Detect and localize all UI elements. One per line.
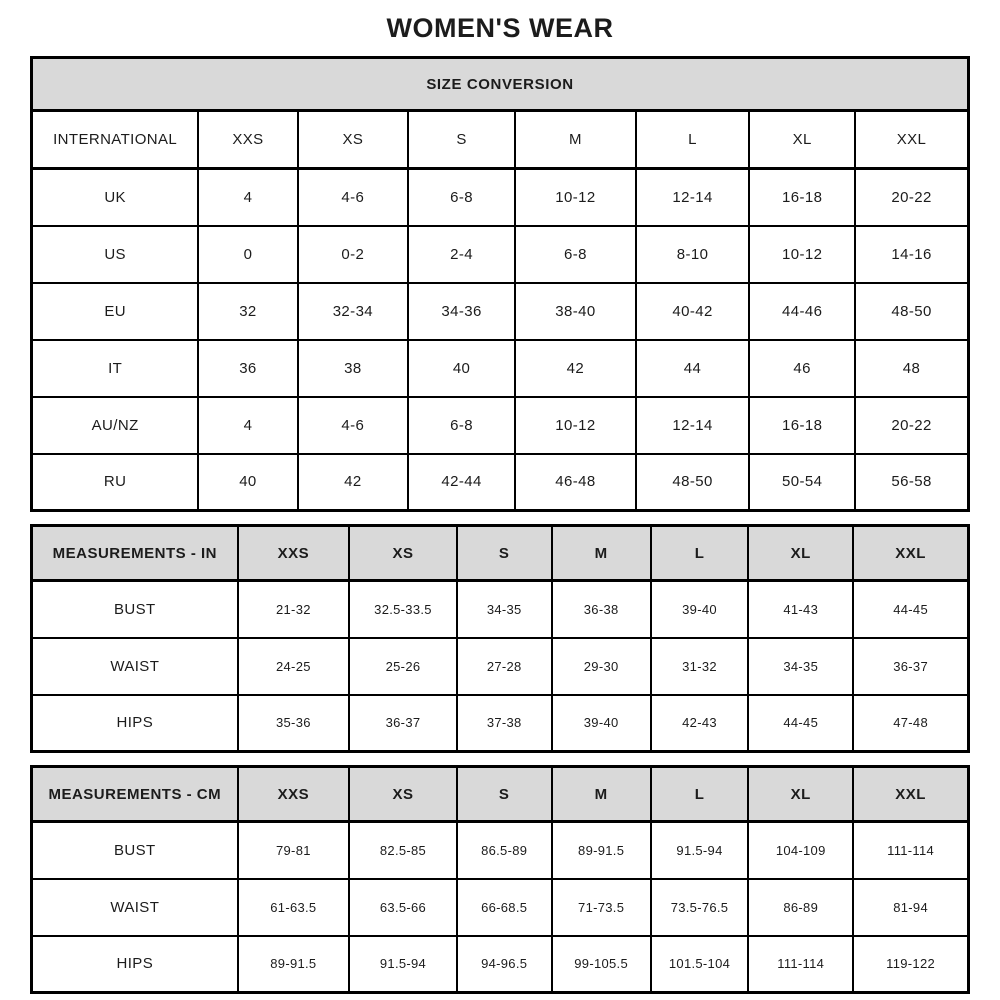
column-header: M bbox=[515, 111, 636, 169]
table-cell: 38 bbox=[298, 340, 409, 397]
table-cell: 111-114 bbox=[748, 936, 853, 993]
row-label: AU/NZ bbox=[32, 397, 199, 454]
table-cell: 119-122 bbox=[853, 936, 968, 993]
column-header: XXL bbox=[855, 111, 968, 169]
table-row bbox=[32, 581, 969, 638]
row-label: US bbox=[32, 226, 199, 283]
table-cell: 40-42 bbox=[636, 283, 749, 340]
measurements-in-table bbox=[30, 524, 970, 753]
table-cell: 79-81 bbox=[238, 822, 350, 879]
table-cell: 31-32 bbox=[651, 638, 748, 695]
table-cell: 81-94 bbox=[853, 879, 968, 936]
corner-header: INTERNATIONAL bbox=[32, 111, 199, 169]
table-cell: 10-12 bbox=[749, 226, 855, 283]
table-cell: 40 bbox=[198, 454, 297, 511]
table-cell: 50-54 bbox=[749, 454, 855, 511]
table-cell: 91.5-94 bbox=[349, 936, 457, 993]
column-header: XL bbox=[748, 526, 853, 581]
table-cell: 94-96.5 bbox=[457, 936, 552, 993]
table-row bbox=[32, 879, 969, 936]
table-row bbox=[32, 283, 969, 340]
table-cell: 16-18 bbox=[749, 169, 855, 226]
table-cell: 89-91.5 bbox=[552, 822, 651, 879]
page-title: WOMEN'S WEAR bbox=[386, 13, 614, 43]
table-cell: 99-105.5 bbox=[552, 936, 651, 993]
table-row bbox=[32, 226, 969, 283]
table-cell: 32 bbox=[198, 283, 297, 340]
row-label: WAIST bbox=[32, 879, 238, 936]
table-cell: 8-10 bbox=[636, 226, 749, 283]
table-cell: 20-22 bbox=[855, 169, 968, 226]
column-header: XXL bbox=[853, 767, 968, 822]
column-header: XXS bbox=[238, 767, 350, 822]
table-cell: 2-4 bbox=[408, 226, 515, 283]
table-cell: 42-44 bbox=[408, 454, 515, 511]
table-cell: 4 bbox=[198, 397, 297, 454]
table-cell: 111-114 bbox=[853, 822, 968, 879]
table-cell: 35-36 bbox=[238, 695, 350, 752]
table-cell: 36-37 bbox=[349, 695, 457, 752]
table-cell: 42 bbox=[515, 340, 636, 397]
table-cell: 86.5-89 bbox=[457, 822, 552, 879]
table-cell: 6-8 bbox=[408, 397, 515, 454]
table-cell: 42 bbox=[298, 454, 409, 511]
row-label: EU bbox=[32, 283, 199, 340]
row-label: WAIST bbox=[32, 638, 238, 695]
column-header: XL bbox=[748, 767, 853, 822]
table-cell: 46-48 bbox=[515, 454, 636, 511]
table-row bbox=[32, 822, 969, 879]
table-cell: 32-34 bbox=[298, 283, 409, 340]
row-label: HIPS bbox=[32, 936, 238, 993]
row-label: BUST bbox=[32, 581, 238, 638]
table-cell: 56-58 bbox=[855, 454, 968, 511]
column-header: S bbox=[408, 111, 515, 169]
column-header: XXL bbox=[853, 526, 968, 581]
table-cell: 104-109 bbox=[748, 822, 853, 879]
table-cell: 61-63.5 bbox=[238, 879, 350, 936]
column-header: XXS bbox=[198, 111, 297, 169]
table-cell: 0 bbox=[198, 226, 297, 283]
column-header: S bbox=[457, 767, 552, 822]
table-cell: 44-45 bbox=[853, 581, 968, 638]
column-header: M bbox=[552, 767, 651, 822]
column-header: XL bbox=[749, 111, 855, 169]
table-cell: 21-32 bbox=[238, 581, 350, 638]
row-label: HIPS bbox=[32, 695, 238, 752]
table-cell: 46 bbox=[749, 340, 855, 397]
table-cell: 37-38 bbox=[457, 695, 552, 752]
measurements-cm-table bbox=[30, 765, 970, 994]
table-cell: 38-40 bbox=[515, 283, 636, 340]
table-cell: 36-37 bbox=[853, 638, 968, 695]
table-cell: 44 bbox=[636, 340, 749, 397]
table-header-row bbox=[32, 767, 969, 822]
corner-header: MEASUREMENTS - IN bbox=[32, 526, 238, 581]
column-header: L bbox=[636, 111, 749, 169]
table-cell: 6-8 bbox=[515, 226, 636, 283]
table-cell: 63.5-66 bbox=[349, 879, 457, 936]
table-row bbox=[32, 340, 969, 397]
table-title-row bbox=[32, 58, 969, 111]
column-header: XXS bbox=[238, 526, 350, 581]
table-cell: 4-6 bbox=[298, 397, 409, 454]
table-cell: 47-48 bbox=[853, 695, 968, 752]
table-cell: 27-28 bbox=[457, 638, 552, 695]
table-cell: 25-26 bbox=[349, 638, 457, 695]
table-cell: 82.5-85 bbox=[349, 822, 457, 879]
table-cell: 6-8 bbox=[408, 169, 515, 226]
table-cell: 14-16 bbox=[855, 226, 968, 283]
table-cell: 24-25 bbox=[238, 638, 350, 695]
table-cell: 10-12 bbox=[515, 397, 636, 454]
table-cell: 34-35 bbox=[457, 581, 552, 638]
size-conversion-table bbox=[30, 56, 970, 512]
table-cell: 34-36 bbox=[408, 283, 515, 340]
table-cell: 44-45 bbox=[748, 695, 853, 752]
table-cell: 4-6 bbox=[298, 169, 409, 226]
table-cell: 36 bbox=[198, 340, 297, 397]
column-header: S bbox=[457, 526, 552, 581]
row-label: RU bbox=[32, 454, 199, 511]
table-cell: 40 bbox=[408, 340, 515, 397]
column-header: M bbox=[552, 526, 651, 581]
table-cell: 73.5-76.5 bbox=[651, 879, 748, 936]
table-row bbox=[32, 695, 969, 752]
table-cell: 89-91.5 bbox=[238, 936, 350, 993]
column-header: XS bbox=[298, 111, 409, 169]
column-header: XS bbox=[349, 767, 457, 822]
table-cell: 39-40 bbox=[651, 581, 748, 638]
row-label: BUST bbox=[32, 822, 238, 879]
row-label: IT bbox=[32, 340, 199, 397]
table-row bbox=[32, 169, 969, 226]
table-cell: 4 bbox=[198, 169, 297, 226]
corner-header: MEASUREMENTS - CM bbox=[32, 767, 238, 822]
table-cell: 48-50 bbox=[636, 454, 749, 511]
table-cell: 42-43 bbox=[651, 695, 748, 752]
table-header-row bbox=[32, 111, 969, 169]
table-cell: 16-18 bbox=[749, 397, 855, 454]
table-cell: 41-43 bbox=[748, 581, 853, 638]
table-cell: 10-12 bbox=[515, 169, 636, 226]
table-row bbox=[32, 454, 969, 511]
table-cell: 29-30 bbox=[552, 638, 651, 695]
row-label: UK bbox=[32, 169, 199, 226]
table-cell: 32.5-33.5 bbox=[349, 581, 457, 638]
column-header: XS bbox=[349, 526, 457, 581]
table-row bbox=[32, 397, 969, 454]
table-cell: 12-14 bbox=[636, 397, 749, 454]
column-header: L bbox=[651, 526, 748, 581]
table-cell: 44-46 bbox=[749, 283, 855, 340]
table-cell: 20-22 bbox=[855, 397, 968, 454]
table-cell: 66-68.5 bbox=[457, 879, 552, 936]
table-cell: 48 bbox=[855, 340, 968, 397]
table-cell: 36-38 bbox=[552, 581, 651, 638]
table-cell: 39-40 bbox=[552, 695, 651, 752]
table-cell: 71-73.5 bbox=[552, 879, 651, 936]
table-cell: 86-89 bbox=[748, 879, 853, 936]
table-header-row bbox=[32, 526, 969, 581]
table-title: SIZE CONVERSION bbox=[32, 58, 969, 111]
table-cell: 101.5-104 bbox=[651, 936, 748, 993]
table-cell: 34-35 bbox=[748, 638, 853, 695]
table-cell: 12-14 bbox=[636, 169, 749, 226]
table-cell: 91.5-94 bbox=[651, 822, 748, 879]
table-cell: 48-50 bbox=[855, 283, 968, 340]
table-row bbox=[32, 638, 969, 695]
table-cell: 0-2 bbox=[298, 226, 409, 283]
table-row bbox=[32, 936, 969, 993]
column-header: L bbox=[651, 767, 748, 822]
